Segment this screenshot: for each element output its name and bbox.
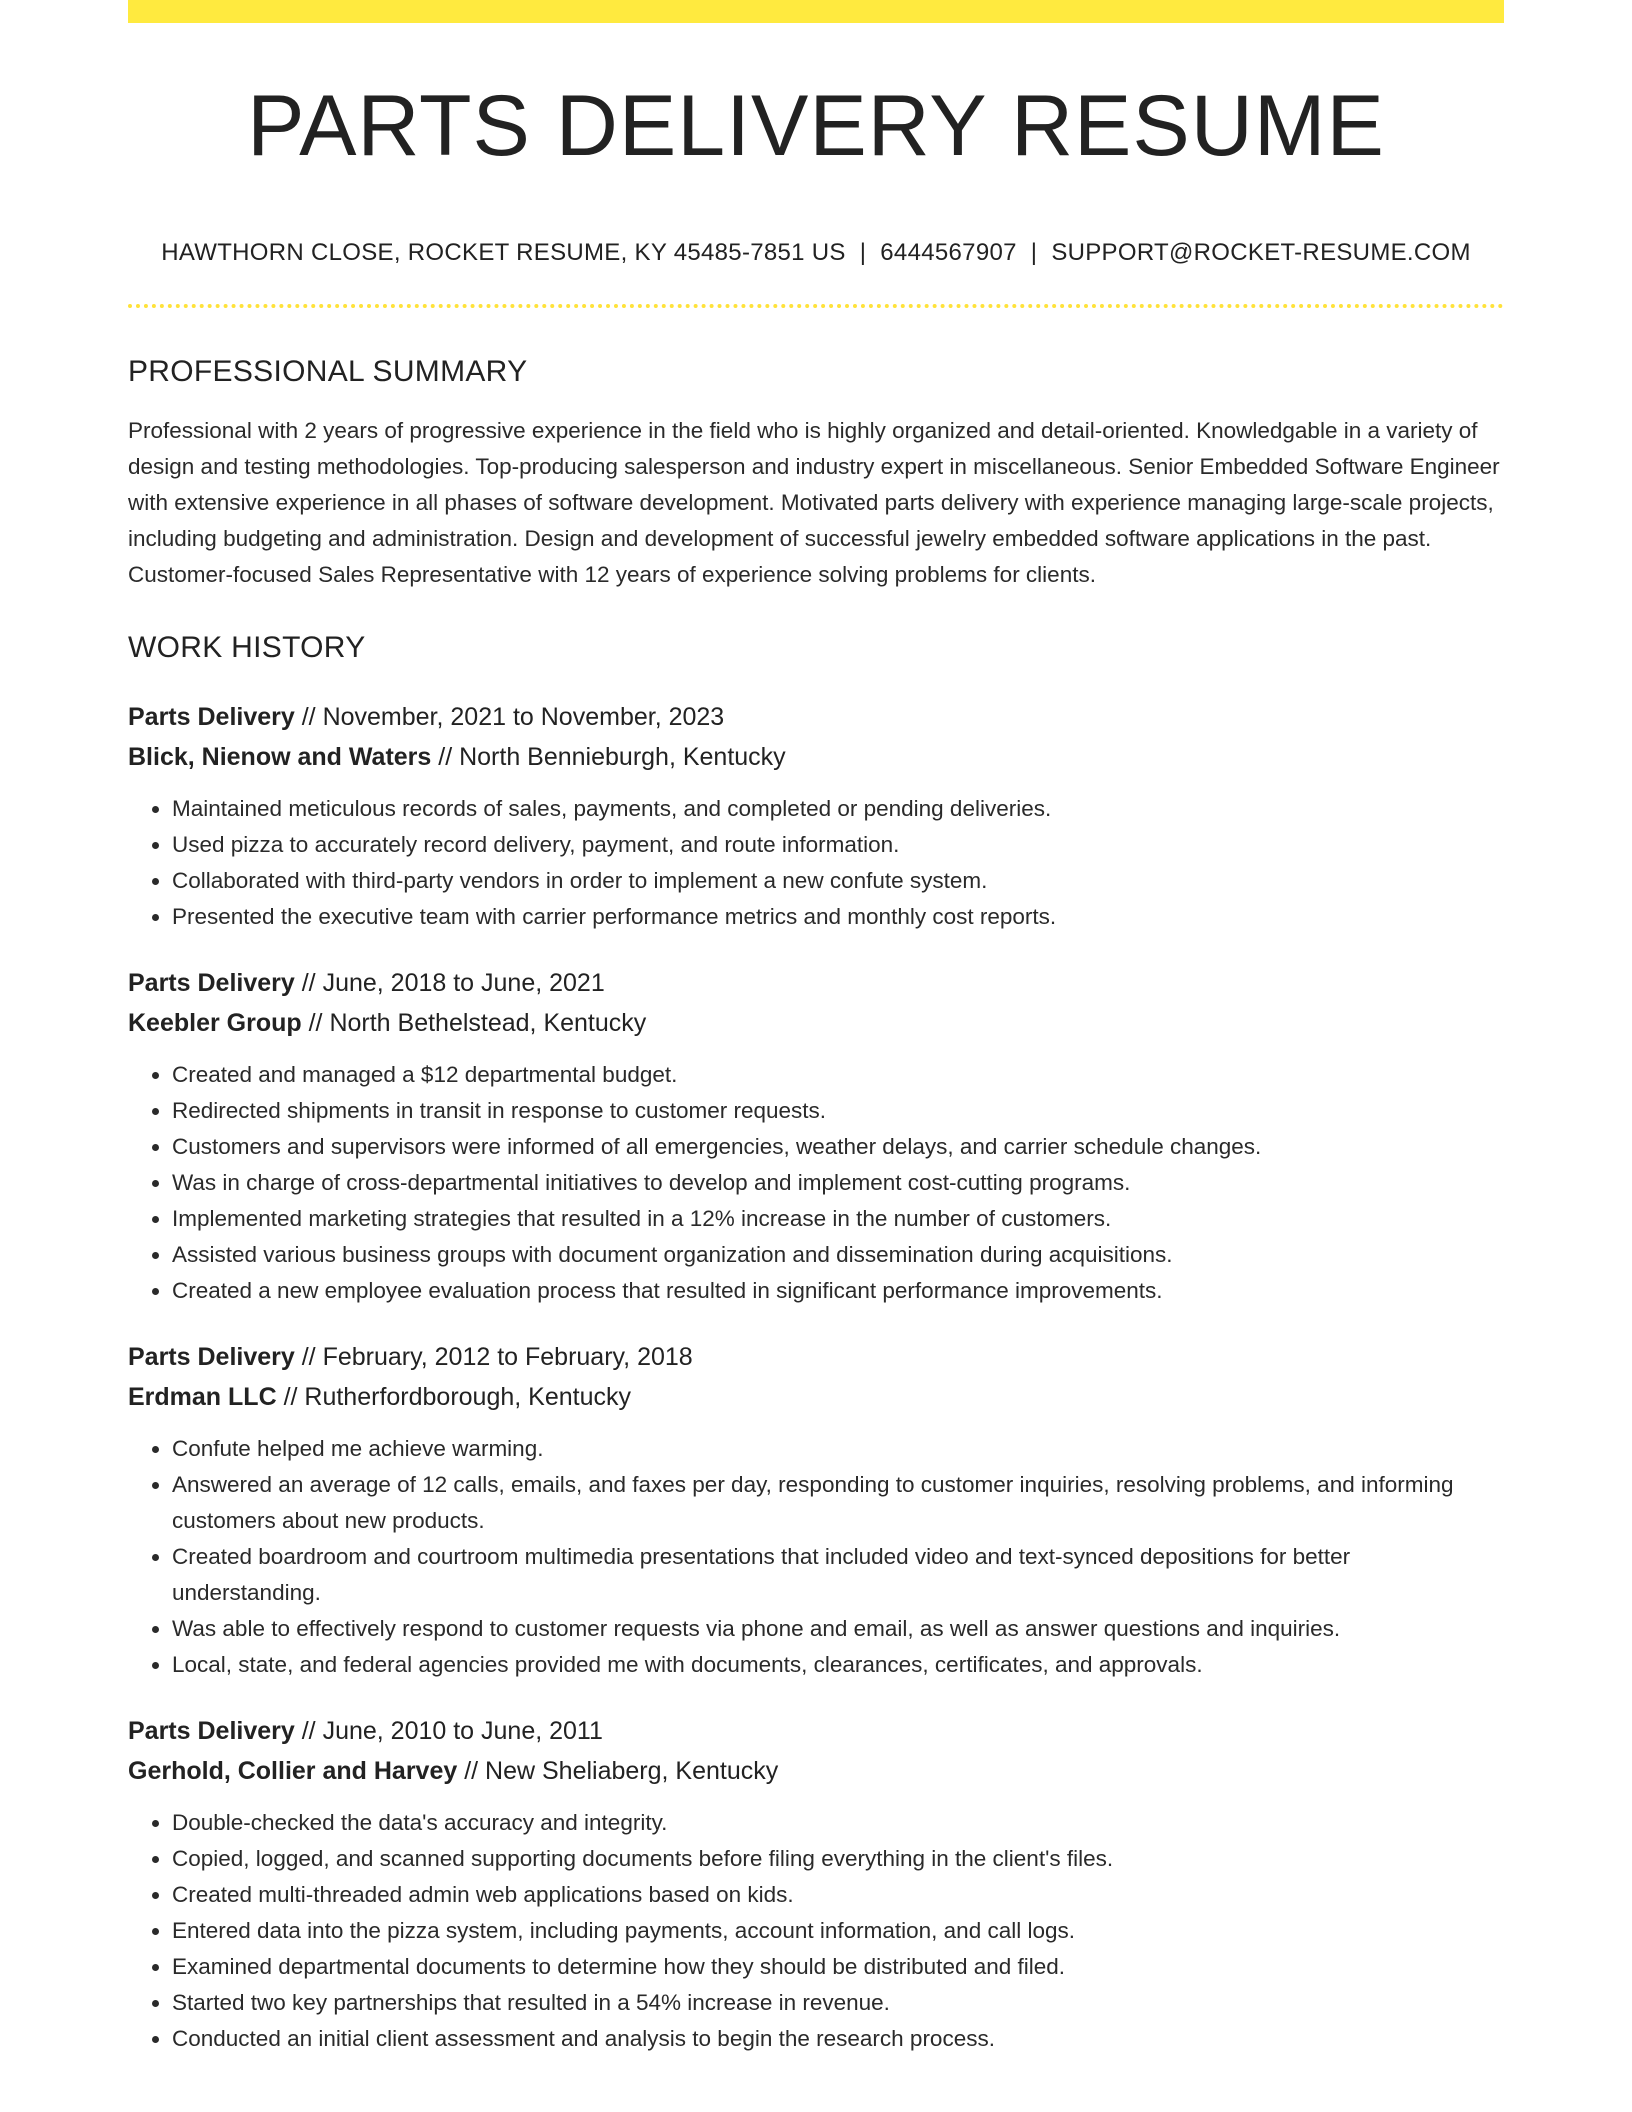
job-title: Parts Delivery [128, 1343, 295, 1371]
job-bullet: • Entered data into the pizza system, including payments, account information, and call logs. [172, 1913, 1504, 1949]
job-title: Parts Delivery [128, 969, 295, 997]
job-location: // North Bethelstead, Kentucky [301, 1009, 647, 1037]
job-bullet: • Double-checked the data's accuracy and integrity. [172, 1805, 1504, 1841]
job-location: // New Sheliaberg, Kentucky [457, 1757, 779, 1785]
job-title-line [128, 963, 1504, 1003]
resume-page [128, 0, 1504, 2057]
job-title: Parts Delivery [128, 1717, 295, 1745]
job-bullet: • Created and managed a $12 departmental budget. [172, 1057, 1504, 1093]
job-bullet: • Was able to effectively respond to customer requests via phone and email, as well as answer questions and inquiries. [172, 1611, 1504, 1647]
job-bullet: • Redirected shipments in transit in response to customer requests. [172, 1093, 1504, 1129]
job-bullets [128, 1805, 1504, 2057]
job-bullet: • Local, state, and federal agencies provided me with documents, clearances, certificates, and approvals. [172, 1647, 1504, 1683]
contact-email: SUPPORT@ROCKET-RESUME.COM [1051, 239, 1471, 266]
job-bullet: • Created multi-threaded admin web applications based on kids. [172, 1877, 1504, 1913]
job-company-line [128, 1751, 1504, 1791]
job-bullet: • Implemented marketing strategies that resulted in a 12% increase in the number of customers. [172, 1201, 1504, 1237]
job-company-line [128, 1003, 1504, 1043]
contact-separator: | [859, 239, 867, 266]
accent-bar [128, 0, 1504, 23]
job-entry [128, 697, 1504, 935]
job-dates: // February, 2012 to February, 2018 [294, 1343, 693, 1371]
contact-line [128, 239, 1504, 267]
job-bullet: • Collaborated with third-party vendors in order to implement a new confute system. [172, 863, 1504, 899]
job-bullet: • Answered an average of 12 calls, emails, and faxes per day, responding to customer inquiries, resolving problems, and informing customers about new products. [172, 1467, 1504, 1539]
work-history-heading: WORK HISTORY [128, 631, 366, 664]
job-title-line [128, 1711, 1504, 1751]
job-bullet: • Assisted various business groups with document organization and dissemination during acquisitions. [172, 1237, 1504, 1273]
contact-phone: 6444567907 [880, 239, 1017, 266]
job-company-line [128, 737, 1504, 777]
job-company-line [128, 1377, 1504, 1417]
job-company: Keebler Group [128, 1009, 302, 1037]
contact-address: HAWTHORN CLOSE, ROCKET RESUME, KY 45485-7851 US [161, 239, 846, 266]
job-company: Blick, Nienow and Waters [128, 743, 432, 771]
job-dates: // June, 2018 to June, 2021 [294, 969, 605, 997]
job-bullet: • Conducted an initial client assessment and analysis to begin the research process. [172, 2021, 1504, 2057]
job-bullet: • Presented the executive team with carrier performance metrics and monthly cost reports. [172, 899, 1504, 935]
job-bullet: • Created boardroom and courtroom multimedia presentations that included video and text-synced depositions for better understanding. [172, 1539, 1504, 1611]
job-entry [128, 1337, 1504, 1683]
job-title-line [128, 697, 1504, 737]
job-bullet: • Confute helped me achieve warming. [172, 1431, 1504, 1467]
job-location: // North Bennieburgh, Kentucky [431, 743, 786, 771]
job-bullet: • Examined departmental documents to determine how they should be distributed and filed. [172, 1949, 1504, 1985]
job-entry [128, 1711, 1504, 2057]
job-bullet: • Copied, logged, and scanned supporting documents before filing everything in the client's files. [172, 1841, 1504, 1877]
job-bullet: • Created a new employee evaluation process that resulted in significant performance improvements. [172, 1273, 1504, 1309]
job-title-line [128, 1337, 1504, 1377]
job-dates: // November, 2021 to November, 2023 [294, 703, 725, 731]
contact-separator: | [1030, 239, 1038, 266]
job-bullet: • Was in charge of cross-departmental initiatives to develop and implement cost-cutting programs. [172, 1165, 1504, 1201]
job-bullets [128, 1431, 1504, 1683]
job-bullets [128, 1057, 1504, 1309]
job-location: // Rutherfordborough, Kentucky [276, 1383, 631, 1411]
summary-text: Professional with 2 years of progressive experience in the field who is highly organized and detail-oriented. Knowledgable in a variety of design and testing methodologies. Top-producing salesperson and industry expert in miscellaneous. Senior Embedded Software Engineer with extensive experience in all phases of software development. Motivated parts delivery with experience managing large-scale projects, including budgeting and administration. Design and development of successful jewelry embedded software applications in the past. Customer-focused Sales Representative with 12 years of experience solving problems for clients. [128, 418, 1500, 587]
resume-title: PARTS DELIVERY RESUME [247, 78, 1385, 174]
dotted-divider [128, 304, 1504, 308]
job-dates: // June, 2010 to June, 2011 [294, 1717, 603, 1745]
job-bullet: • Maintained meticulous records of sales, payments, and completed or pending deliveries. [172, 791, 1504, 827]
job-bullet: • Customers and supervisors were informed of all emergencies, weather delays, and carrier schedule changes. [172, 1129, 1504, 1165]
job-entry [128, 963, 1504, 1309]
job-title: Parts Delivery [128, 703, 295, 731]
job-bullets [128, 791, 1504, 935]
job-bullet: • Used pizza to accurately record delivery, payment, and route information. [172, 827, 1504, 863]
job-bullet: • Started two key partnerships that resulted in a 54% increase in revenue. [172, 1985, 1504, 2021]
job-company: Gerhold, Collier and Harvey [128, 1757, 458, 1785]
job-company: Erdman LLC [128, 1383, 277, 1411]
summary-heading: PROFESSIONAL SUMMARY [128, 355, 528, 388]
